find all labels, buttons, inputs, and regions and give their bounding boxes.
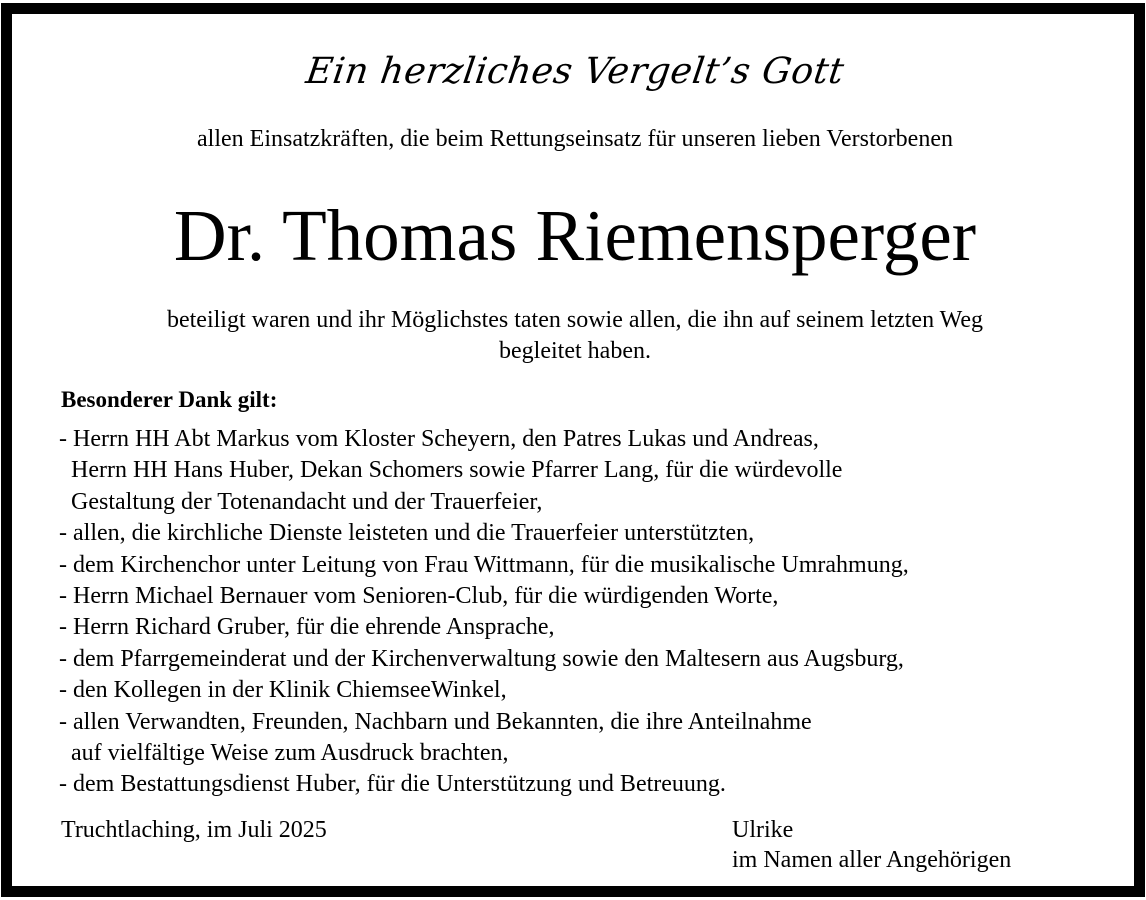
thanks-line: - den Kollegen in der Klinik ChiemseeWinkel, <box>59 677 507 704</box>
thanks-item <box>59 550 1119 581</box>
thanks-line: - Herrn Richard Gruber, für die ehrende Ansprache, <box>59 614 555 641</box>
body-text <box>52 305 1098 367</box>
signature-name: Ulrike <box>732 817 794 843</box>
thanks-line: Gestaltung der Totenandacht und der Trauerfeier, <box>71 488 543 515</box>
signature <box>732 815 1011 875</box>
thanks-item <box>59 581 1119 612</box>
thanks-line: auf vielfältige Weise zum Ausdruck brachten, <box>71 740 509 767</box>
thanks-line: - Herrn Michael Bernauer vom Senioren-Club, für die würdigenden Worte, <box>59 583 779 610</box>
intro-text: allen Einsatzkräften, die beim Rettungseinsatz für unseren lieben Verstorbenen <box>197 126 953 152</box>
deceased-name: Dr. Thomas Riemensperger <box>173 195 977 276</box>
thanks-line: - dem Bestattungsdienst Huber, für die Unterstützung und Betreuung. <box>59 771 726 798</box>
thanks-line: - dem Kirchenchor unter Leitung von Frau Wittmann, für die musikalische Umrahmung, <box>59 551 909 578</box>
thanks-item <box>59 424 1119 518</box>
thanks-item <box>59 769 1119 800</box>
thanks-item <box>59 644 1119 675</box>
thanks-item <box>59 612 1119 643</box>
thanks-line: - dem Pfarrgemeinderat und der Kirchenverwaltung sowie den Maltesern aus Augsburg, <box>59 645 904 672</box>
thanks-item <box>59 675 1119 706</box>
thanks-line: - allen Verwandten, Freunden, Nachbarn und Bekannten, die ihre Anteilnahme <box>59 708 812 735</box>
thanks-heading: Besonderer Dank gilt: <box>61 387 278 412</box>
thanks-list <box>59 424 1119 801</box>
notice-headline: Ein herzliches Vergelt’s Gott <box>303 51 847 92</box>
thanks-line: - allen, die kirchliche Dienste leisteten und die Trauerfeier unterstützten, <box>59 520 755 547</box>
body-line: begleitet haben. <box>499 338 651 364</box>
body-line: beteiligt waren und ihr Möglichstes taten sowie allen, die ihn auf seinem letzten Weg <box>166 307 984 333</box>
location-date: Truchtlaching, im Juli 2025 <box>61 817 327 843</box>
thanks-item <box>59 518 1119 549</box>
thanks-line: - Herrn HH Abt Markus vom Kloster Scheyern, den Patres Lukas und Andreas, <box>59 426 819 452</box>
thanks-line: Herrn HH Hans Huber, Dekan Schomers sowie Pfarrer Lang, für die würdevolle <box>71 457 843 484</box>
notice-frame <box>1 3 1145 897</box>
signature-note: im Namen aller Angehörigen <box>732 847 1012 873</box>
thanks-item <box>59 707 1119 770</box>
